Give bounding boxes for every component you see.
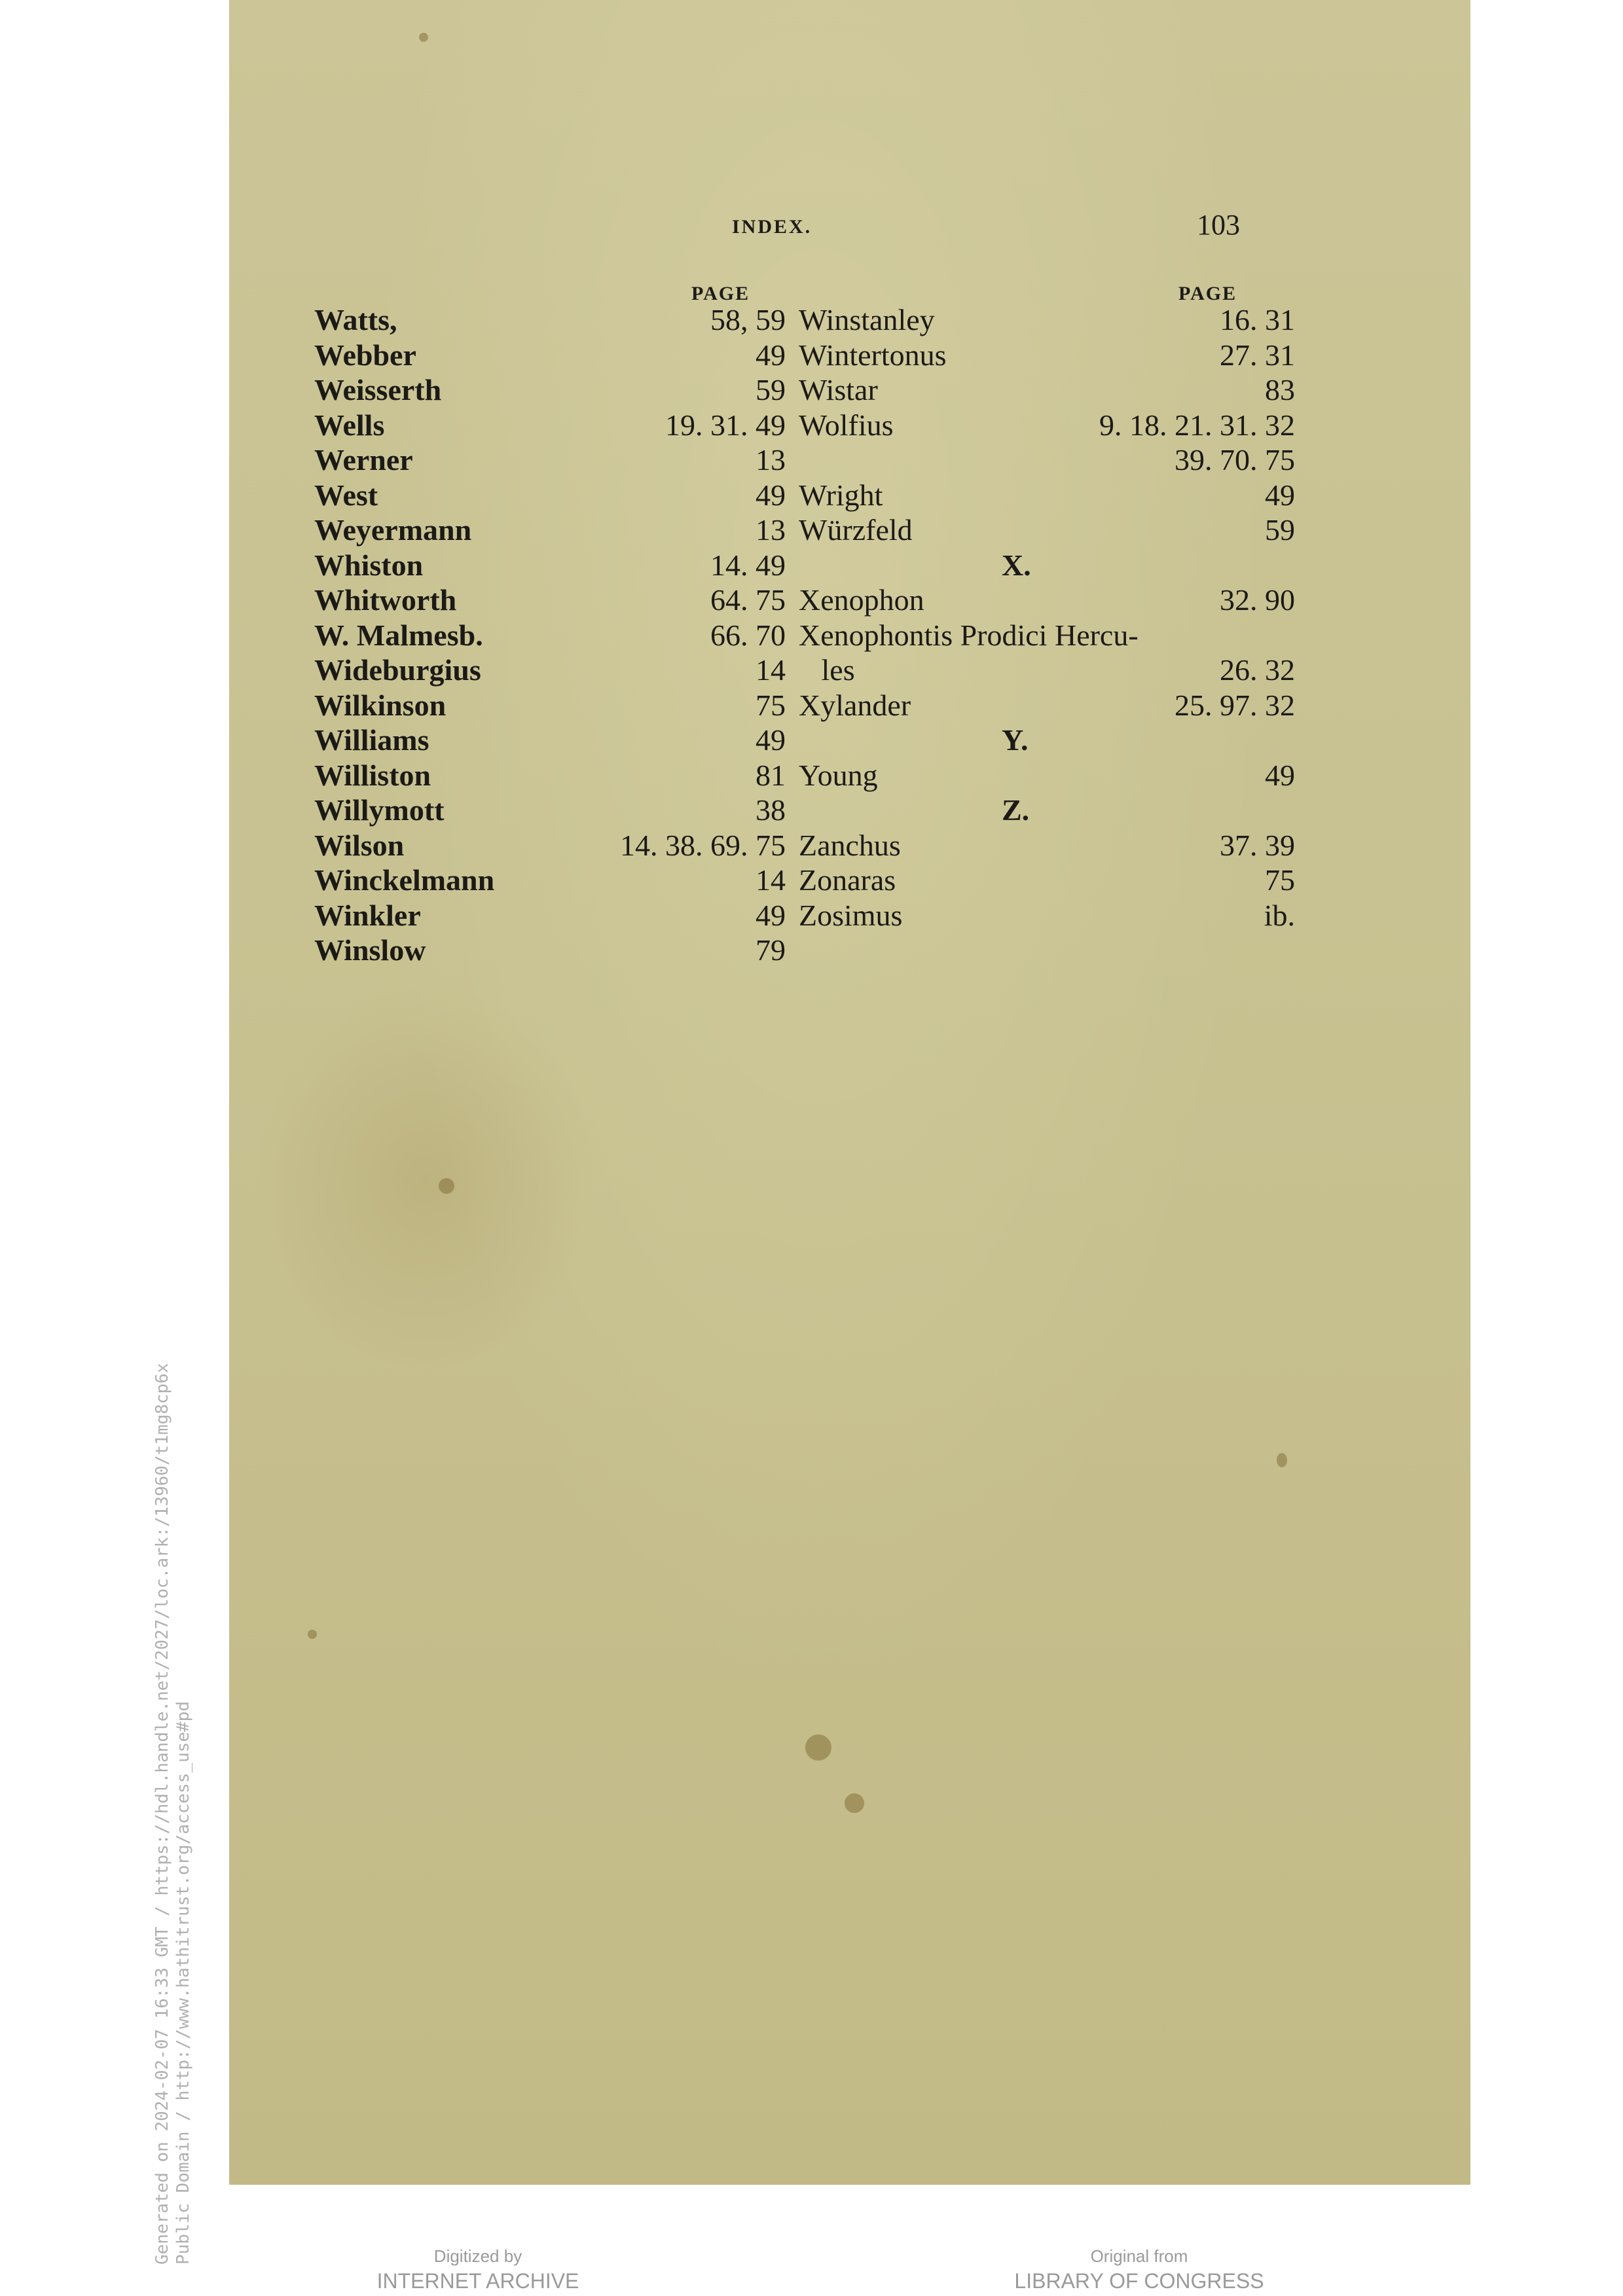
page-number: 103 [1197, 209, 1240, 241]
digitized-by [347, 2245, 609, 2295]
hathitrust-watermark [152, 1363, 194, 2265]
entry-name: Wideburgius [314, 653, 481, 687]
index-entry [314, 512, 786, 548]
entry-pages: 19. 31. 49 [665, 408, 786, 442]
entry-pages: 83 [1265, 373, 1295, 406]
entry-name: Xenophon [799, 583, 924, 617]
entry-pages: 32. 90 [1220, 583, 1295, 617]
letter-heading: X. [1002, 548, 1031, 582]
entry-name: Wolfius [799, 408, 894, 442]
original-source: LIBRARY OF CONGRESS [1014, 2269, 1264, 2293]
index-entry [314, 338, 786, 373]
index-entry [314, 618, 786, 653]
entry-name: Weisserth [314, 373, 442, 406]
entry-name: Williston [314, 758, 431, 792]
entry-pages: 49 [1265, 478, 1295, 512]
index-entry [799, 478, 1336, 513]
entry-name: Willymott [314, 793, 445, 827]
foxing-spot [439, 1178, 454, 1194]
index-entry [314, 478, 786, 513]
entry-pages: 25. 97. 32 [1175, 688, 1295, 722]
entry-name: Wintertonus [799, 338, 947, 372]
entry-pages: 49 [756, 478, 786, 512]
right-column-heading: PAGE [1178, 283, 1237, 304]
entry-name: Zanchus [799, 828, 901, 862]
entry-pages: 64. 75 [710, 583, 786, 617]
scanned-page [229, 0, 1470, 2185]
entry-name: Winckelmann [314, 863, 495, 897]
digitized-source: INTERNET ARCHIVE [376, 2269, 579, 2293]
index-entry [799, 338, 1336, 373]
entry-name: Winstanley [799, 303, 935, 336]
entry-name: Winkler [314, 898, 421, 932]
entry-pages: 14 [756, 863, 786, 897]
entry-pages: 26. 32 [1220, 653, 1295, 687]
index-entry [314, 933, 786, 968]
original-label: Original from [1090, 2246, 1188, 2266]
index-entry [314, 653, 786, 688]
entry-pages: 49 [756, 723, 786, 757]
letter-heading: Z. [1002, 793, 1030, 827]
index-entry [799, 898, 1336, 933]
index-entry [314, 583, 786, 618]
entry-pages: 16. 31 [1220, 303, 1295, 336]
entry-pages: 13 [756, 513, 786, 547]
index-right-column [799, 302, 1336, 933]
index-entry [799, 828, 1336, 863]
entry-name: Wilkinson [314, 688, 447, 722]
index-entry [799, 302, 1336, 338]
index-entry [314, 442, 786, 478]
running-head-title: INDEX. [732, 216, 812, 238]
entry-pages: 38 [756, 793, 786, 827]
entry-pages: 14. 38. 69. 75 [620, 828, 786, 862]
index-entry [799, 408, 1336, 443]
index-entry [314, 723, 786, 758]
index-entry [314, 828, 786, 863]
entry-pages: 14. 49 [710, 548, 786, 582]
entry-pages: 58, 59 [710, 303, 786, 336]
entry-pages: 75 [756, 688, 786, 722]
entry-name: Watts, [314, 303, 397, 336]
entry-pages: ib. [1264, 898, 1295, 932]
entry-pages: 27. 31 [1220, 338, 1295, 372]
entry-name: Webber [314, 338, 416, 372]
entry-pages: 79 [756, 933, 786, 967]
entry-name: les [799, 653, 855, 687]
entry-name: Xylander [799, 688, 911, 722]
entry-pages: 59 [756, 373, 786, 406]
entry-name: Zonaras [799, 863, 896, 897]
entry-name: Zosimus [799, 898, 903, 932]
entry-name: Wright [799, 478, 883, 512]
entry-pages: 39. 70. 75 [1175, 443, 1295, 476]
entry-pages: 75 [1265, 863, 1295, 897]
index-entry [314, 898, 786, 933]
entry-pages: 81 [756, 758, 786, 792]
entry-name: West [314, 478, 378, 512]
entry-pages: 37. 39 [1220, 828, 1295, 862]
index-letter-heading [799, 548, 1336, 583]
index-letter-heading [799, 793, 1336, 828]
index-entry [314, 793, 786, 828]
entry-name: Williams [314, 723, 429, 757]
entry-name: Young [799, 758, 878, 792]
watermark-line-1: Generated on 2024-02-07 16:33 GMT / https://hdl.handle.net/2027/loc.ark:/13960/t1mg8cp6x [153, 1363, 172, 2265]
foxing-spot [308, 1630, 317, 1639]
index-entry [314, 372, 786, 408]
index-entry [314, 758, 786, 793]
index-entry [799, 512, 1336, 548]
entry-name: Weyermann [314, 513, 472, 547]
entry-name: Wells [314, 408, 385, 442]
original-from [982, 2245, 1296, 2295]
entry-pages: 66. 70 [710, 618, 786, 652]
index-entry [314, 688, 786, 723]
entry-name: Winslow [314, 933, 426, 967]
entry-name: Wilson [314, 828, 405, 862]
index-entry [314, 548, 786, 583]
index-entry [314, 863, 786, 898]
entry-name: W. Malmesb. [314, 618, 483, 652]
entry-pages: 59 [1265, 513, 1295, 547]
index-letter-heading [799, 723, 1336, 758]
entry-name: Würzfeld [799, 513, 913, 547]
digitized-label: Digitized by [433, 2246, 522, 2266]
entry-name: Whitworth [314, 583, 457, 617]
running-head [229, 209, 1470, 242]
watermark-line-2: Public Domain / http://www.hathitrust.org/access_use#pd [173, 1701, 193, 2265]
foxing-spot [1277, 1453, 1287, 1467]
index-entry [314, 302, 786, 338]
index-entry [799, 653, 1336, 688]
entry-pages: 49 [756, 338, 786, 372]
entry-pages: 49 [1265, 758, 1295, 792]
entry-name: Werner [314, 443, 413, 476]
index-entry [799, 442, 1336, 478]
foxing-spot [845, 1793, 864, 1813]
index-entry [799, 688, 1336, 723]
index-entry [799, 618, 1336, 653]
index-entry [799, 863, 1336, 898]
index-left-column [314, 302, 786, 968]
foxing-spot [805, 1734, 831, 1761]
entry-pages: 49 [756, 898, 786, 932]
letter-heading: Y. [1002, 723, 1029, 757]
index-entry [314, 408, 786, 443]
entry-name: Whiston [314, 548, 424, 582]
index-entry [799, 583, 1336, 618]
foxing-spot [419, 33, 428, 42]
entry-pages: 13 [756, 443, 786, 476]
left-column-heading: PAGE [691, 283, 750, 304]
entry-name: Wistar [799, 373, 878, 406]
entry-pages: 14 [756, 653, 786, 687]
entry-pages: 9. 18. 21. 31. 32 [1099, 408, 1295, 442]
index-entry [799, 372, 1336, 408]
entry-name: Xenophontis Prodici Hercu- [799, 618, 1139, 652]
index-entry [799, 758, 1336, 793]
